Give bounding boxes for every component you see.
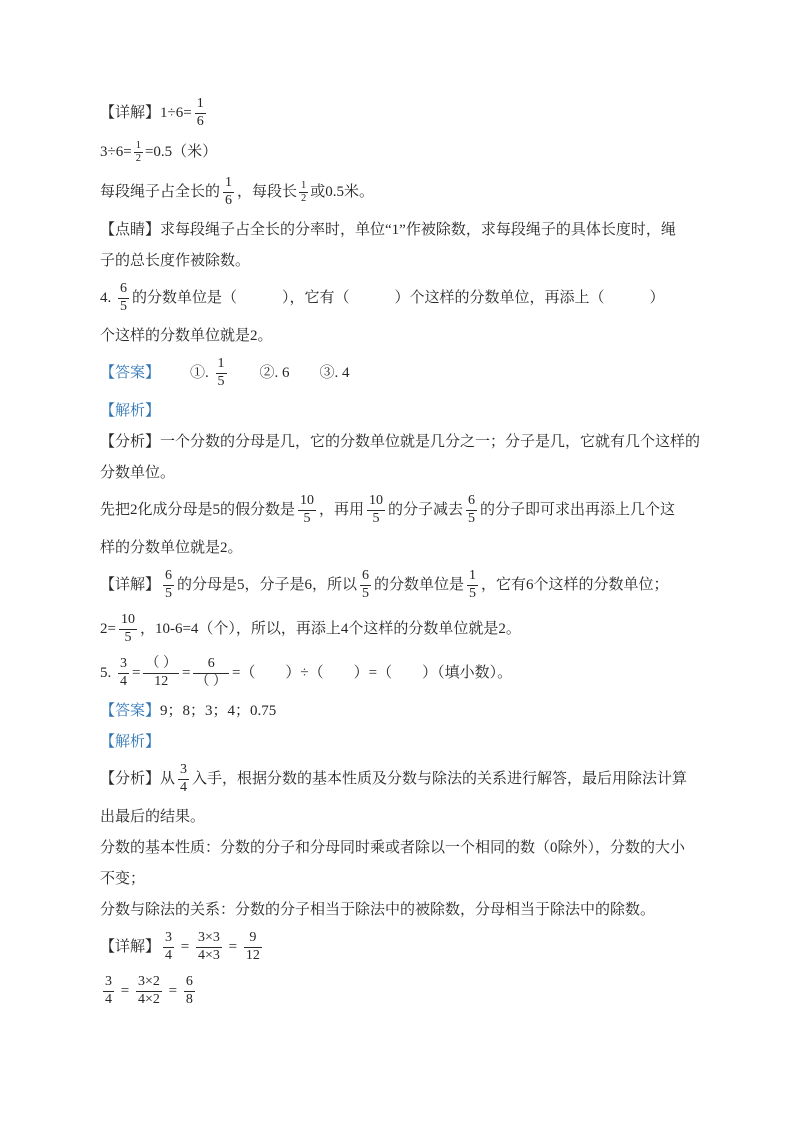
q4-detail-line-2 [100, 612, 697, 646]
text-run: 的分数单位是 [374, 577, 465, 594]
text-run: 每段绳子占全长的 [100, 184, 221, 201]
text-run: ，它有6个这样的分数单位； [481, 577, 669, 594]
fraction-numerator: 6 [466, 493, 477, 511]
fraction-numerator: 1 [299, 180, 308, 193]
q4-question-line-2 [100, 325, 697, 346]
fraction-denominator: 2 [301, 192, 307, 204]
text-run: 不变； [100, 870, 146, 887]
fraction-numerator: 10 [367, 493, 385, 511]
fraction-denominator: 5 [217, 373, 225, 389]
fraction-numerator: （ ） [143, 656, 179, 674]
fraction [299, 180, 308, 205]
text-run: 分数与除法的关系：分数的分子相当于除法中的被除数，分母相当于除法中的除数。 [100, 901, 656, 918]
q3-detail-line-3 [100, 175, 697, 209]
text-run: 入手，根据分数的基本性质及分数与除法的关系进行解答，最后用除法计算 [192, 771, 688, 788]
q5-detail-line-1 [100, 930, 697, 964]
fraction-numerator: 1 [467, 568, 478, 586]
text-run: 4. [100, 290, 115, 307]
text-run: 【点睛】求每段绳子占全长的分率时，单位“1”作被除数，求每段绳子的具体长度时，绳 [100, 221, 676, 238]
fraction [193, 656, 229, 690]
text-run: 【分析】一个分数的分母是几，它的分数单位就是几分之一；分子是几，它就有几个这样的 [100, 433, 701, 450]
fraction [136, 974, 162, 1008]
text-run: 样的分数单位就是2。 [100, 539, 243, 556]
fraction-numerator: 3×2 [136, 974, 162, 992]
fraction [466, 493, 477, 527]
fraction-numerator: 3 [103, 974, 114, 992]
section-label: 【解析】 [100, 402, 161, 419]
fraction-numerator: 3 [178, 762, 189, 780]
fraction-numerator: 10 [119, 612, 137, 630]
fraction-denominator: 4 [180, 779, 188, 795]
fraction-denominator: 5 [372, 510, 380, 526]
q4-detail-line-1 [100, 568, 697, 602]
text-run: = [117, 983, 133, 1000]
fraction-numerator: 1 [223, 175, 234, 193]
fraction-denominator: 12 [154, 673, 169, 689]
text-run: 【详解】 [100, 939, 161, 956]
fraction-denominator: 6 [225, 192, 233, 208]
fraction-denominator: 5 [120, 298, 127, 314]
text-run: ②. 6 ③. 4 [229, 365, 350, 382]
fraction-denominator: 4 [105, 991, 112, 1007]
text-run: 的分子减去 [388, 502, 464, 519]
q5-analysis-line-1 [100, 762, 697, 796]
q4-analysis-line-3 [100, 493, 697, 527]
text-run: 5. [100, 665, 115, 682]
fraction-numerator: 1 [216, 356, 227, 374]
fraction-denominator: 4×3 [197, 947, 220, 963]
fraction-numerator: 10 [298, 493, 316, 511]
text-run: 的分子即可求出再添上几个这 [480, 502, 676, 519]
text-run: =0.5（米） [144, 144, 218, 161]
fraction-denominator: 5 [469, 585, 477, 601]
q4-answer-line [100, 356, 697, 390]
q5-question-line [100, 656, 697, 690]
fraction [134, 140, 143, 165]
fraction-denominator: 5 [468, 510, 476, 526]
fraction [119, 612, 137, 646]
text-run: 分数的基本性质：分数的分子和分母同时乘或者除以一个相同的数（0除外），分数的大小 [100, 839, 686, 856]
text-run: = [177, 939, 193, 956]
fraction [118, 281, 129, 315]
fraction-denominator: 8 [185, 991, 193, 1007]
q3-tip-line-2 [100, 250, 697, 271]
text-run: = [181, 665, 191, 682]
fraction-denominator: 5 [124, 629, 132, 645]
q3-detail-line-2 [100, 140, 697, 165]
fraction-denominator: 5 [165, 585, 173, 601]
q3-detail-line-1 [100, 96, 697, 130]
fraction [184, 974, 195, 1008]
fraction-numerator: 6 [193, 656, 229, 674]
q4-question-line-1 [100, 281, 697, 315]
q5-analysis-line-2 [100, 806, 697, 827]
fraction [298, 493, 316, 527]
text-run: 或0.5米。 [310, 184, 375, 201]
text-run: = [132, 665, 141, 682]
text-run: 子的总长度作被除数。 [100, 252, 251, 269]
fraction-numerator: 3 [163, 930, 174, 948]
fraction [244, 930, 262, 964]
fraction [163, 568, 174, 602]
fraction [360, 568, 371, 602]
fraction [196, 930, 222, 964]
q4-analysis-line-1 [100, 431, 701, 452]
fraction-denominator: 5 [362, 585, 370, 601]
text-run: 个这样的分数单位就是2。 [100, 327, 273, 344]
text-run: 分数单位。 [100, 464, 176, 481]
fraction [143, 656, 179, 690]
fraction-numerator: 6 [184, 974, 195, 992]
text-run: =（ ）÷（ ）=（ ）（填小数）。 [231, 665, 513, 682]
fraction [367, 493, 385, 527]
fraction-denominator: 12 [245, 947, 260, 963]
section-label: 【解析】 [100, 733, 161, 750]
fraction [163, 930, 174, 964]
text-run: 2= [100, 621, 116, 638]
fraction-numerator: 9 [244, 930, 262, 948]
q5-analysis-line-4 [100, 868, 697, 889]
fraction-numerator: 6 [360, 568, 371, 586]
fraction [103, 974, 114, 1008]
q3-tip-line-1 [100, 219, 697, 240]
fraction-numerator: 1 [134, 140, 143, 153]
text-run: 先把2化成分母是5的假分数是 [100, 502, 296, 519]
fraction [216, 356, 227, 390]
fraction-denominator: 4 [165, 947, 173, 963]
fraction-numerator: 3 [118, 656, 129, 674]
fraction [195, 96, 206, 130]
text-run: 【分析】从 [100, 771, 176, 788]
q4-analysis-line-2 [100, 462, 697, 483]
q5-analysis-label-line [100, 731, 697, 752]
text-run: 【详解】 [100, 577, 161, 594]
q5-analysis-line-3 [100, 837, 697, 858]
text-run: = [224, 939, 241, 956]
fraction-numerator: 3×3 [196, 930, 222, 948]
text-run: ，再用 [319, 502, 365, 519]
text-run: 3÷6= [100, 144, 132, 161]
fraction-numerator: 6 [163, 568, 174, 586]
fraction-denominator: 4 [120, 673, 127, 689]
fraction-denominator: 2 [135, 153, 141, 165]
fraction-numerator: 1 [195, 96, 206, 114]
q5-answer-line [100, 700, 697, 721]
section-label: 【答案】 [100, 365, 161, 382]
text-run: 的分母是5，分子是6，所以 [177, 577, 358, 594]
q4-analysis-line-4 [100, 537, 697, 558]
text-run: 的分数单位是（ ），它有（ ）个这样的分数单位，再添上（ ） [132, 290, 665, 307]
text-run: ①. [160, 365, 213, 382]
fraction-denominator: 4×2 [137, 991, 160, 1007]
fraction-denominator: 6 [196, 113, 204, 129]
text-run: 【详解】1÷6= [100, 104, 192, 121]
text-run: = [164, 983, 181, 1000]
fraction [178, 762, 189, 796]
fraction [118, 656, 129, 690]
text-run: 9；8；3；4；0.75 [160, 702, 277, 719]
fraction-numerator: 6 [118, 281, 129, 299]
fraction [223, 175, 234, 209]
section-label: 【答案】 [100, 702, 161, 719]
text-run: 出最后的结果。 [100, 808, 206, 825]
document-content [100, 96, 701, 1008]
text-run: ，每段长 [237, 184, 298, 201]
q5-analysis-line-5 [100, 899, 697, 920]
q5-detail-line-2 [100, 974, 697, 1008]
fraction-denominator: （ ） [195, 673, 227, 689]
text-run: ，10-6=4（个），所以，再添上4个这样的分数单位就是2。 [139, 621, 521, 638]
fraction [467, 568, 478, 602]
q4-analysis-label-line [100, 400, 697, 421]
fraction-denominator: 5 [303, 510, 311, 526]
